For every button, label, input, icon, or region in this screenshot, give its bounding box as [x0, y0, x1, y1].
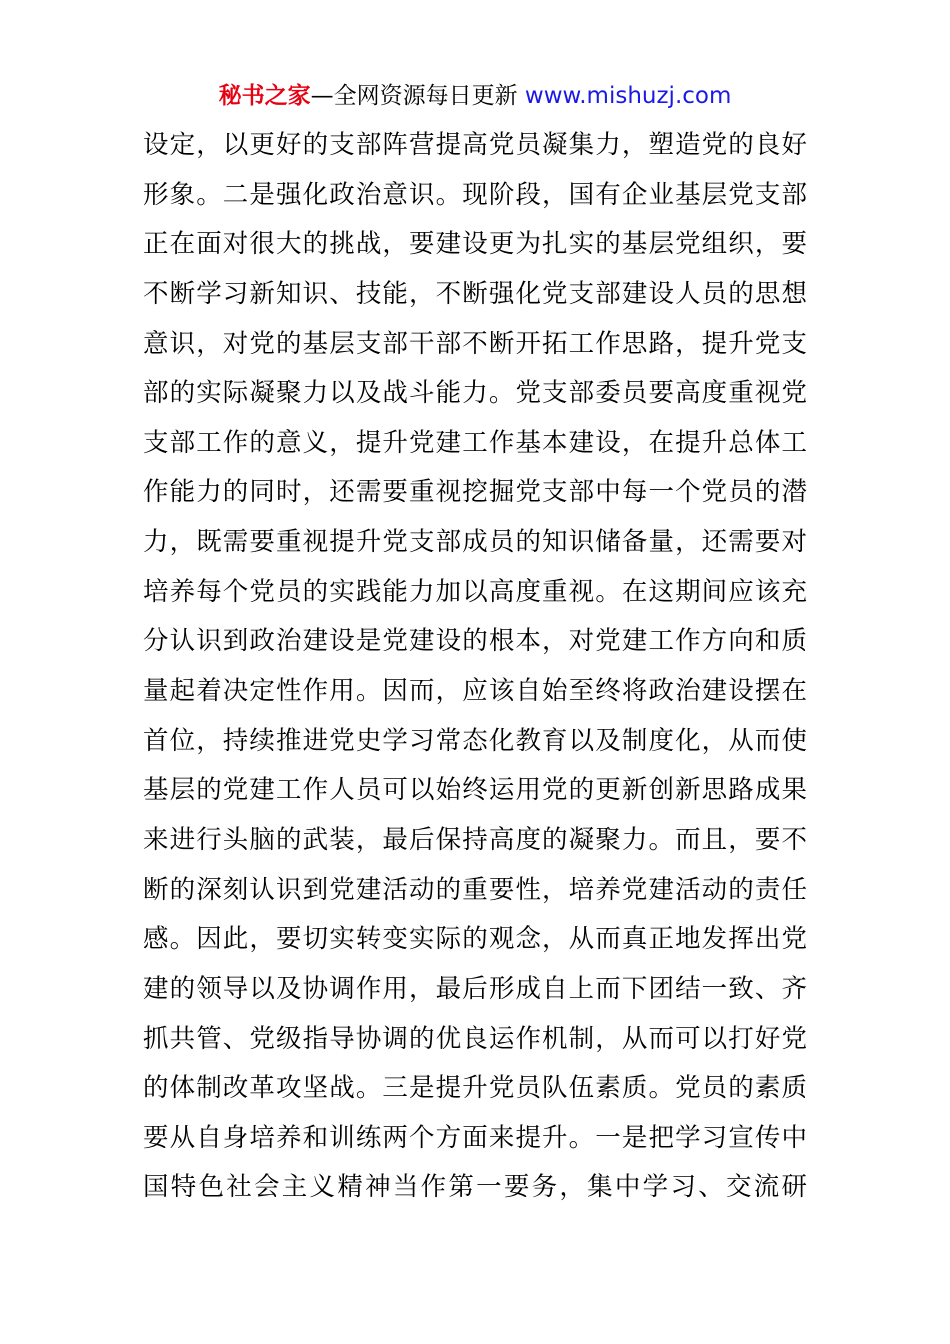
text-line: 形象。二是强化政治意识。现阶段，国有企业基层党支部: [143, 179, 807, 210]
text-line: 培养每个党员的实践能力加以高度重视。在这期间应该充: [143, 576, 807, 607]
text-line: 支部工作的意义，提升党建工作基本建设，在提升总体工: [143, 427, 807, 458]
page-header: [0, 80, 950, 112]
text-line: 部的实际凝聚力以及战斗能力。党支部委员要高度重视党: [143, 378, 807, 409]
text-line: 作能力的同时，还需要重视挖掘党支部中每一个党员的潜: [143, 477, 807, 508]
text-line: 建的领导以及协调作用，最后形成自上而下团结一致、齐: [143, 973, 807, 1004]
text-line: 来进行头脑的武装，最后保持高度的凝聚力。而且，要不: [143, 824, 807, 855]
text-line: 不断学习新知识、技能，不断强化党支部建设人员的思想: [143, 278, 807, 309]
site-url-link[interactable]: www.mishuzj.com: [524, 83, 732, 109]
text-line: 正在面对很大的挑战，要建设更为扎实的基层党组织，要: [143, 229, 807, 260]
text-line: 国特色社会主义精神当作第一要务，集中学习、交流研: [143, 1172, 807, 1203]
text-line: 抓共管、党级指导协调的优良运作机制，从而可以打好党: [143, 1023, 807, 1054]
text-line: 的体制改革攻坚战。三是提升党员队伍素质。党员的素质: [143, 1073, 807, 1104]
brand-name: 秘书之家: [218, 83, 311, 109]
text-line: 量起着决定性作用。因而，应该自始至终将政治建设摆在: [143, 676, 807, 707]
text-line: 要从自身培养和训练两个方面来提升。一是把学习宣传中: [143, 1122, 807, 1153]
header-tagline: —全网资源每日更新: [310, 83, 518, 109]
text-line: 力，既需要重视提升党支部成员的知识储备量，还需要对: [143, 527, 807, 558]
text-line: 感。因此，要切实转变实际的观念，从而真正地发挥出党: [143, 924, 807, 955]
text-line: 基层的党建工作人员可以始终运用党的更新创新思路成果: [143, 775, 807, 806]
document-body: [143, 121, 807, 1213]
text-line: 分认识到政治建设是党建设的根本，对党建工作方向和质: [143, 626, 807, 657]
text-line: 设定，以更好的支部阵营提高党员凝集力，塑造党的良好: [143, 130, 807, 160]
text-line: 断的深刻认识到党建活动的重要性，培养党建活动的责任: [143, 874, 807, 905]
text-line: 首位，持续推进党史学习常态化教育以及制度化，从而使: [143, 725, 807, 756]
text-line: 意识，对党的基层支部干部不断开拓工作思路，提升党支: [143, 328, 807, 359]
